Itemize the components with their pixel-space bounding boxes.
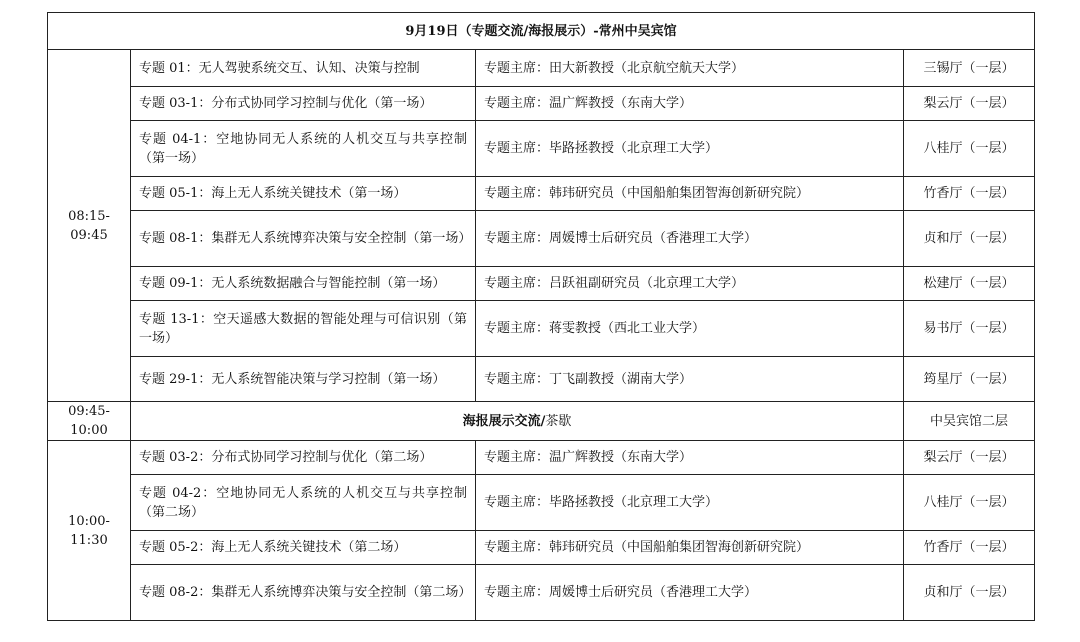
table-row: [48, 441, 1035, 475]
topic-cell: 专题 03-2：分布式协同学习控制与优化（第二场）: [131, 441, 476, 475]
table-row: [48, 301, 1035, 357]
chair-cell: 专题主席：韩玮研究员（中国船舶集团智海创新研究院）: [476, 177, 904, 211]
break-time: 09:45-10:00: [48, 402, 131, 441]
schedule-title: 9月19日（专题交流/海报展示）-常州中吴宾馆: [48, 13, 1035, 50]
room-cell: 贞和厅（一层）: [904, 565, 1035, 621]
break-location: 中吴宾馆二层: [904, 402, 1035, 441]
topic-cell: 专题 13-1：空天遥感大数据的智能处理与可信识别（第一场）: [131, 301, 476, 357]
room-cell: 竹香厅（一层）: [904, 177, 1035, 211]
topic-cell: 专题 04-1：空地协同无人系统的人机交互与共享控制（第一场）: [131, 121, 476, 177]
chair-cell: 专题主席：丁飞副教授（湖南大学）: [476, 357, 904, 402]
room-cell: 梨云厅（一层）: [904, 441, 1035, 475]
chair-cell: 专题主席：温广辉教授（东南大学）: [476, 441, 904, 475]
chair-cell: 专题主席：田大新教授（北京航空航天大学）: [476, 50, 904, 87]
schedule-table: [47, 12, 1035, 621]
break-row: [48, 402, 1035, 441]
topic-cell: 专题 05-1：海上无人系统关键技术（第一场）: [131, 177, 476, 211]
chair-cell: 专题主席：毕路拯教授（北京理工大学）: [476, 121, 904, 177]
room-cell: 三锡厅（一层）: [904, 50, 1035, 87]
table-row: [48, 121, 1035, 177]
room-cell: 八桂厅（一层）: [904, 475, 1035, 531]
break-label-normal: 茶歇: [545, 413, 572, 429]
chair-cell: 专题主席：周媛博士后研究员（香港理工大学）: [476, 565, 904, 621]
chair-cell: 专题主席：蒋雯教授（西北工业大学）: [476, 301, 904, 357]
room-cell: 八桂厅（一层）: [904, 121, 1035, 177]
room-cell: 梨云厅（一层）: [904, 87, 1035, 121]
room-cell: 贞和厅（一层）: [904, 211, 1035, 267]
topic-cell: 专题 04-2：空地协同无人系统的人机交互与共享控制（第二场）: [131, 475, 476, 531]
room-cell: 松建厅（一层）: [904, 267, 1035, 301]
topic-cell: 专题 05-2：海上无人系统关键技术（第二场）: [131, 531, 476, 565]
table-row: [48, 87, 1035, 121]
table-row: [48, 267, 1035, 301]
chair-cell: 专题主席：吕跃祖副研究员（北京理工大学）: [476, 267, 904, 301]
room-cell: 筠星厅（一层）: [904, 357, 1035, 402]
chair-cell: 专题主席：周媛博士后研究员（香港理工大学）: [476, 211, 904, 267]
session2-time: 10:00-11:30: [48, 441, 131, 621]
topic-cell: 专题 29-1：无人系统智能决策与学习控制（第一场）: [131, 357, 476, 402]
table-row: [48, 211, 1035, 267]
table-row: [48, 50, 1035, 87]
table-row: [48, 177, 1035, 211]
chair-cell: 专题主席：毕路拯教授（北京理工大学）: [476, 475, 904, 531]
topic-cell: 专题 08-1：集群无人系统博弈决策与安全控制（第一场）: [131, 211, 476, 267]
title-row: [48, 13, 1035, 50]
table-row: [48, 531, 1035, 565]
table-row: [48, 565, 1035, 621]
break-label: [131, 402, 904, 441]
table-row: [48, 357, 1035, 402]
chair-cell: 专题主席：韩玮研究员（中国船舶集团智海创新研究院）: [476, 531, 904, 565]
topic-cell: 专题 09-1：无人系统数据融合与智能控制（第一场）: [131, 267, 476, 301]
room-cell: 易书厅（一层）: [904, 301, 1035, 357]
topic-cell: 专题 08-2：集群无人系统博弈决策与安全控制（第二场）: [131, 565, 476, 621]
chair-cell: 专题主席：温广辉教授（东南大学）: [476, 87, 904, 121]
topic-cell: 专题 03-1：分布式协同学习控制与优化（第一场）: [131, 87, 476, 121]
topic-cell: 专题 01：无人驾驶系统交互、认知、决策与控制: [131, 50, 476, 87]
room-cell: 竹香厅（一层）: [904, 531, 1035, 565]
session1-time: 08:15-09:45: [48, 50, 131, 402]
break-label-bold: 海报展示交流/: [462, 413, 546, 429]
table-row: [48, 475, 1035, 531]
